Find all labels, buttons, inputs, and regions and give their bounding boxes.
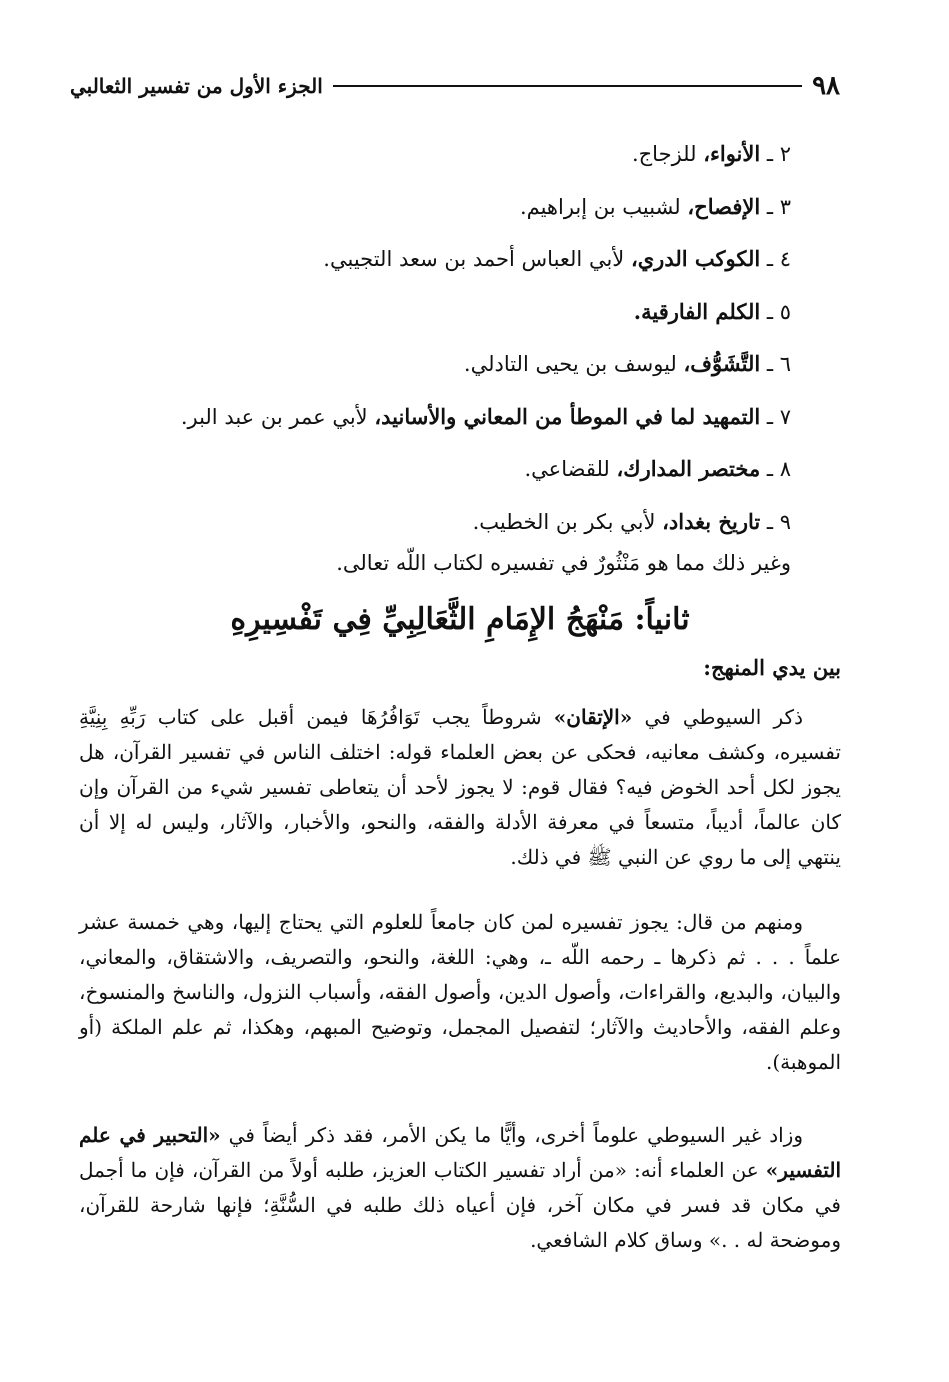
item-author: لأبي بكر بن الخطيب. xyxy=(472,509,656,534)
page-header xyxy=(70,66,840,106)
paragraph-1 xyxy=(79,700,841,875)
list-item xyxy=(101,181,791,234)
sub-heading: بين يدي المنهج: xyxy=(703,655,841,680)
item-author: لشبيب بن إبراهيم. xyxy=(519,194,681,219)
item-number: ٩ ـ xyxy=(766,509,791,534)
item-number: ٧ ـ xyxy=(766,404,791,429)
item-title: الإفصاح، xyxy=(687,193,761,219)
item-title: الأنواء، xyxy=(703,141,761,166)
item-title: تاريخ بغداد، xyxy=(662,508,761,534)
item-number: ٢ ـ xyxy=(766,142,791,166)
list-item xyxy=(101,496,791,549)
list-item xyxy=(101,338,791,391)
list-item xyxy=(101,286,791,339)
paragraph-3-text-a: وزاد غير السيوطي علوماً أخرى، وأيًّا ما يكن الأمر، فقد ذكر أيضاً في xyxy=(220,1123,803,1147)
sources-list xyxy=(101,128,791,548)
item-number: ٨ ـ xyxy=(766,457,791,481)
item-author: للزجاج. xyxy=(631,142,697,166)
paragraph-3 xyxy=(79,1118,841,1258)
item-title: مختصر المدارك، xyxy=(616,456,761,481)
book-title-itqan: «الإتقان» xyxy=(553,705,633,729)
header-rule xyxy=(333,85,802,87)
item-number: ٣ ـ xyxy=(766,194,791,219)
item-author: ليوسف بن يحيى التادلي. xyxy=(463,352,677,376)
item-title: التمهيد لما في الموطأ من المعاني والأسانيد، xyxy=(374,403,761,429)
list-item xyxy=(101,233,791,286)
paragraph-1-text-c: شروطاً يجب تَوَافُرُهَا فيمن أقبل على كتاب رَبِّهِ بِنِيَّةِ تفسيره، وكشف معانيه، فحكى عن بعض العلماء قوله: اختلف الناس في تفسير القرآن، هل يجوز لكل أحد الخوض فيه؟ فقال قوم: لا يجوز لأحد أن يتعاطى تفسير شيء من القرآن وإن كان عالماً، أديباً، متسعاً في معرفة الأدلة والفقه، والنحو، والأخبار، والآثار، وليس له إلا أن ينتهي إلى ما روي عن النبي ﷺ في ذلك. xyxy=(79,705,841,869)
list-item xyxy=(101,391,791,444)
item-title: الكوكب الدري، xyxy=(630,246,761,271)
paragraph-3-text-c: عن العلماء أنه: «من أراد تفسير الكتاب العزيز، طلبه أولاً من القرآن، فإن ما أجمل في مكان قد فسر في مكان آخر، فإن أعياه ذلك طلبه في السُّنَّةِ؛ فإنها شارحة للقرآن، وموضحة له . .» وساق كلام الشافعي. xyxy=(79,1158,841,1252)
item-number: ٦ ـ xyxy=(766,352,791,376)
item-number: ٥ ـ xyxy=(766,299,791,324)
item-author: لأبي العباس أحمد بن سعد التجيبي. xyxy=(323,247,625,271)
item-title: الكلم الفارقية. xyxy=(633,298,761,324)
item-author: لأبي عمر بن عبد البر. xyxy=(180,404,368,429)
section-title: ثانياً: مَنْهَجُ الإِمَامِ الثَّعَالِبِيِّ فِي تَفْسِيرِهِ xyxy=(230,602,690,637)
page-number: ٩٨ xyxy=(812,71,840,101)
paragraph-2 xyxy=(79,905,841,1080)
book-title-tahbir: «التحبير في علم التفسير» xyxy=(79,1123,841,1182)
item-number: ٤ ـ xyxy=(766,247,791,271)
item-title: التَّشَوُّف، xyxy=(683,351,761,376)
list-item xyxy=(101,128,791,181)
paragraph-1-text-a: ذكر السيوطي في xyxy=(632,705,803,729)
running-title: الجزء الأول من تفسير الثعالبي xyxy=(70,74,323,98)
closing-line: وغير ذلك مما هو مَنْثُورٌ في تفسيره لكتاب اللّه تعالى. xyxy=(336,551,791,575)
paragraph-2-text: ومنهم من قال: يجوز تفسيره لمن كان جامعاً للعلوم التي يحتاج إليها، وهي خمسة عشر علماً . . . ثم ذكرها ـ رحمه اللّه ـ، وهي: اللغة، والنحو، والتصريف، والاشتقاق، والمعاني، والبيان، والبديع، والقراءات، وأصول الدين، وأصول الفقه، وأسباب النزول، والناسخ والمنسوخ، وعلم الفقه، والأحاديث والآثار؛ لتفصيل المجمل، وتوضيح المبهم، وهكذا، ثم علم الملكة (أو الموهبة). xyxy=(79,910,841,1074)
item-author: للقضاعي. xyxy=(524,457,610,481)
list-item xyxy=(101,443,791,496)
